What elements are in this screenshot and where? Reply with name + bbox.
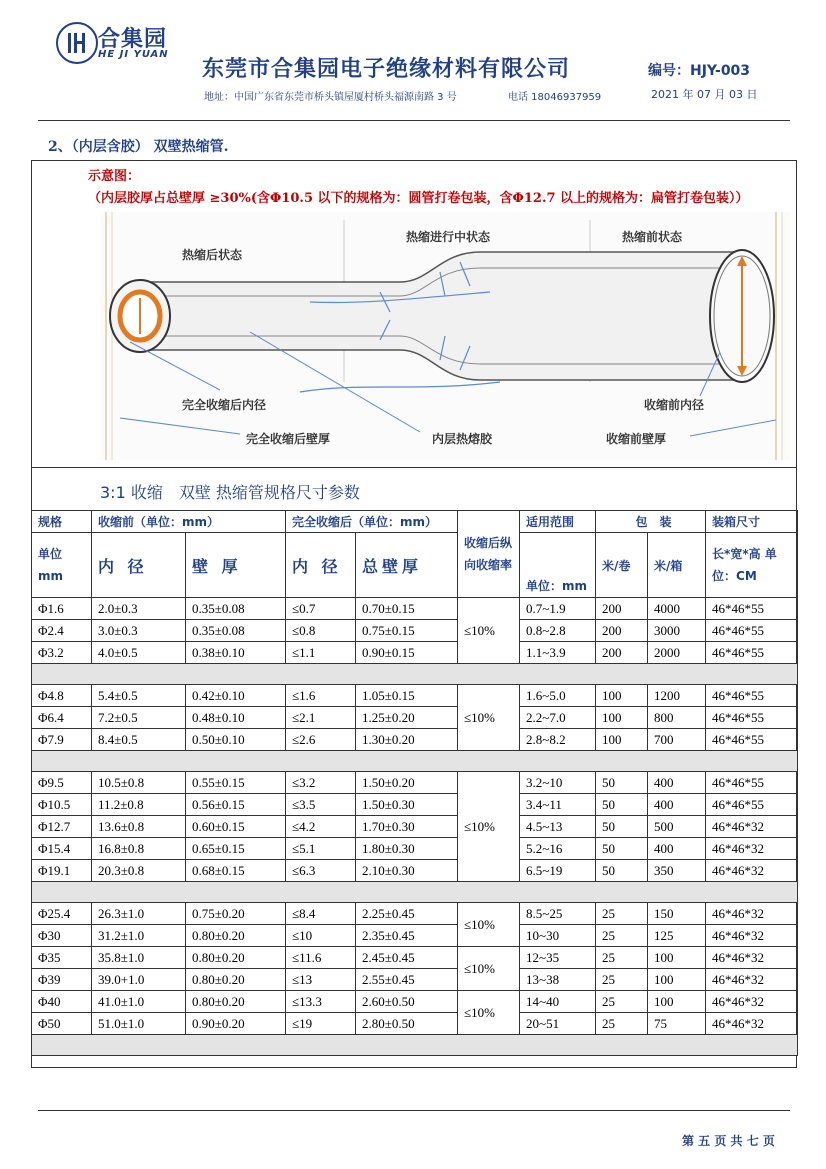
label-hotmelt: 内层热熔胶 — [432, 432, 493, 446]
header-packing: 包 装 — [596, 511, 706, 533]
cell-per-roll: 200 — [596, 642, 648, 664]
cell-per-roll: 50 — [596, 816, 648, 838]
cell-per-box: 100 — [648, 969, 706, 991]
table-header-row — [32, 511, 798, 533]
cell-spec: Φ9.5 — [32, 772, 92, 794]
header-shrink-rate: 收缩后纵向收缩率 — [458, 511, 520, 598]
cell-wall-before: 0.65±0.15 — [186, 838, 286, 860]
cell-total-wall: 0.70±0.15 — [356, 598, 458, 620]
cell-per-box: 700 — [648, 729, 706, 751]
cell-wall-before: 0.35±0.08 — [186, 620, 286, 642]
cell-spec: Φ15.4 — [32, 838, 92, 860]
cell-wall-before: 0.38±0.10 — [186, 642, 286, 664]
company-phone: 电话 18046937959 — [508, 92, 602, 103]
label-wall-after: 完全收缩后壁厚 — [246, 432, 331, 446]
cell-total-wall: 0.90±0.15 — [356, 642, 458, 664]
cell-inner-before: 2.0±0.3 — [92, 598, 186, 620]
cell-spec: Φ30 — [32, 925, 92, 947]
cell-spec: Φ25.4 — [32, 903, 92, 925]
cell-inner-after: ≤8.4 — [286, 903, 356, 925]
group-spacer-row — [32, 882, 798, 903]
cell-range: 0.7~1.9 — [520, 598, 596, 620]
cell-per-roll: 200 — [596, 620, 648, 642]
cell-per-roll: 25 — [596, 969, 648, 991]
cell-inner-before: 51.0±1.0 — [92, 1013, 186, 1035]
cell-total-wall: 2.60±0.50 — [356, 991, 458, 1013]
cell-inner-before: 41.0±1.0 — [92, 991, 186, 1013]
cell-box-size: 46*46*55 — [706, 620, 798, 642]
cell-inner-after: ≤0.8 — [286, 620, 356, 642]
table-row — [32, 685, 798, 707]
cell-box-size: 46*46*32 — [706, 816, 798, 838]
cell-per-box: 500 — [648, 816, 706, 838]
cell-wall-before: 0.35±0.08 — [186, 598, 286, 620]
header-divider — [38, 120, 790, 121]
cell-range: 2.8~8.2 — [520, 729, 596, 751]
cell-total-wall: 1.50±0.20 — [356, 772, 458, 794]
logo-chinese-name: 合集园 — [98, 27, 168, 52]
cell-per-box: 3000 — [648, 620, 706, 642]
cell-per-roll: 100 — [596, 729, 648, 751]
cell-inner-after: ≤4.2 — [286, 816, 356, 838]
cell-spec: Φ39 — [32, 969, 92, 991]
cell-spec: Φ4.8 — [32, 685, 92, 707]
cell-per-roll: 25 — [596, 991, 648, 1013]
logo-mark-icon — [58, 24, 96, 62]
cell-spec: Φ2.4 — [32, 620, 92, 642]
header-box-unit: 长*宽*高 单位：CM — [706, 533, 798, 598]
cell-inner-before: 4.0±0.5 — [92, 642, 186, 664]
cell-total-wall: 2.80±0.50 — [356, 1013, 458, 1035]
cell-total-wall: 2.35±0.45 — [356, 925, 458, 947]
cell-per-box: 800 — [648, 707, 706, 729]
table-row — [32, 991, 798, 1013]
table-row — [32, 838, 798, 860]
cell-per-roll: 200 — [596, 598, 648, 620]
table-row — [32, 860, 798, 882]
cell-box-size: 46*46*32 — [706, 925, 798, 947]
header-before: 收缩前（单位：mm） — [92, 511, 286, 533]
cell-wall-before: 0.80±0.20 — [186, 991, 286, 1013]
cell-inner-after: ≤1.1 — [286, 642, 356, 664]
cell-wall-before: 0.80±0.20 — [186, 969, 286, 991]
spec-table — [31, 510, 798, 1056]
cell-wall-before: 0.42±0.10 — [186, 685, 286, 707]
diagram-description — [88, 166, 788, 210]
spacer-cell — [32, 751, 798, 772]
cell-spec: Φ6.4 — [32, 707, 92, 729]
cell-wall-before: 0.75±0.20 — [186, 903, 286, 925]
cell-box-size: 46*46*55 — [706, 598, 798, 620]
cell-per-box: 400 — [648, 794, 706, 816]
cell-spec: Φ50 — [32, 1013, 92, 1035]
cell-inner-after: ≤13 — [286, 969, 356, 991]
cell-inner-after: ≤10 — [286, 925, 356, 947]
cell-per-roll: 25 — [596, 1013, 648, 1035]
cell-inner-after: ≤2.6 — [286, 729, 356, 751]
cell-total-wall: 2.25±0.45 — [356, 903, 458, 925]
cell-total-wall: 1.70±0.30 — [356, 816, 458, 838]
label-inner-after: 完全收缩后内径 — [182, 398, 267, 412]
label-wall-before: 收缩前壁厚 — [606, 432, 667, 446]
heat-shrink-diagram — [100, 212, 790, 460]
cell-range: 3.4~11 — [520, 794, 596, 816]
cell-box-size: 46*46*55 — [706, 772, 798, 794]
cell-inner-before: 13.6±0.8 — [92, 816, 186, 838]
cell-box-size: 46*46*32 — [706, 969, 798, 991]
cell-inner-before: 5.4±0.5 — [92, 685, 186, 707]
cell-box-size: 46*46*32 — [706, 1013, 798, 1035]
cell-range: 5.2~16 — [520, 838, 596, 860]
cell-inner-before: 10.5±0.8 — [92, 772, 186, 794]
cell-inner-after: ≤1.6 — [286, 685, 356, 707]
cell-total-wall: 0.75±0.15 — [356, 620, 458, 642]
cell-inner-after: ≤0.7 — [286, 598, 356, 620]
cell-shrink-rate: ≤10% — [458, 903, 520, 947]
cell-range: 0.8~2.8 — [520, 620, 596, 642]
group-spacer-row — [32, 1035, 798, 1056]
header-inner-before: 内 径 — [92, 533, 186, 598]
table-row — [32, 642, 798, 664]
cell-box-size: 46*46*55 — [706, 729, 798, 751]
cell-inner-after: ≤5.1 — [286, 838, 356, 860]
company-logo — [56, 22, 98, 64]
cell-inner-after: ≤19 — [286, 1013, 356, 1035]
spacer-cell — [32, 882, 798, 903]
cell-spec: Φ3.2 — [32, 642, 92, 664]
cell-inner-before: 31.2±1.0 — [92, 925, 186, 947]
cell-inner-after: ≤13.3 — [286, 991, 356, 1013]
description-text: （内层胶厚占总壁厚 ≥30%(含Φ10.5 以下的规格为：圆管打卷包装，含Φ12.7 以上的规格为：扁管打卷包装）） — [88, 191, 749, 206]
cell-total-wall: 2.45±0.45 — [356, 947, 458, 969]
cell-range: 8.5~25 — [520, 903, 596, 925]
cell-box-size: 46*46*32 — [706, 947, 798, 969]
cell-range: 4.5~13 — [520, 816, 596, 838]
header-spec-unit: 单位 mm — [32, 533, 92, 598]
table-row — [32, 794, 798, 816]
cell-range: 1.6~5.0 — [520, 685, 596, 707]
table-row — [32, 903, 798, 925]
header-range-unit: 单位：mm — [520, 533, 596, 598]
section-title: 2、（内层含胶） 双壁热缩管. — [48, 139, 229, 155]
cell-shrink-rate: ≤10% — [458, 772, 520, 882]
cell-box-size: 46*46*32 — [706, 860, 798, 882]
cell-per-box: 1200 — [648, 685, 706, 707]
table-subheader-row — [32, 533, 798, 598]
cell-spec: Φ35 — [32, 947, 92, 969]
cell-wall-before: 0.68±0.15 — [186, 860, 286, 882]
cell-per-roll: 25 — [596, 903, 648, 925]
company-address: 地址：中国广东省东莞市桥头镇屋厦村桥头福源南路 3 号 — [204, 92, 457, 103]
diagram-divider — [31, 467, 797, 468]
cell-total-wall: 1.25±0.20 — [356, 707, 458, 729]
cell-shrink-rate: ≤10% — [458, 991, 520, 1035]
cell-spec: Φ19.1 — [32, 860, 92, 882]
group-spacer-row — [32, 664, 798, 685]
spacer-cell — [32, 664, 798, 685]
table-row — [32, 816, 798, 838]
cell-per-roll: 100 — [596, 707, 648, 729]
table-row — [32, 707, 798, 729]
header-wall-before: 壁 厚 — [186, 533, 286, 598]
cell-shrink-rate: ≤10% — [458, 685, 520, 751]
cell-box-size: 46*46*55 — [706, 707, 798, 729]
cell-spec: Φ12.7 — [32, 816, 92, 838]
table-row — [32, 598, 798, 620]
logo-english-name: HE JI YUAN — [98, 49, 169, 60]
cell-inner-before: 8.4±0.5 — [92, 729, 186, 751]
cell-inner-before: 11.2±0.8 — [92, 794, 186, 816]
cell-inner-after: ≤11.6 — [286, 947, 356, 969]
cell-per-roll: 25 — [596, 925, 648, 947]
cell-box-size: 46*46*55 — [706, 685, 798, 707]
cell-inner-after: ≤3.5 — [286, 794, 356, 816]
table-row — [32, 947, 798, 969]
document-number: 编号：HJY-003 — [648, 63, 751, 79]
table-row — [32, 620, 798, 642]
cell-per-roll: 50 — [596, 794, 648, 816]
cell-range: 10~30 — [520, 925, 596, 947]
cell-shrink-rate: ≤10% — [458, 598, 520, 664]
cell-range: 20~51 — [520, 1013, 596, 1035]
cell-wall-before: 0.80±0.20 — [186, 947, 286, 969]
cell-range: 12~35 — [520, 947, 596, 969]
cell-spec: Φ40 — [32, 991, 92, 1013]
cell-box-size: 46*46*55 — [706, 794, 798, 816]
cell-inner-after: ≤6.3 — [286, 860, 356, 882]
label-before-state: 热缩前状态 — [622, 230, 683, 244]
cell-per-roll: 100 — [596, 685, 648, 707]
cell-box-size: 46*46*55 — [706, 642, 798, 664]
cell-total-wall: 1.50±0.30 — [356, 794, 458, 816]
label-inner-before: 收缩前内径 — [644, 398, 705, 412]
header-range: 适用范围 — [520, 511, 596, 533]
footer-divider — [38, 1110, 790, 1111]
cell-total-wall: 2.55±0.45 — [356, 969, 458, 991]
cell-per-box: 75 — [648, 1013, 706, 1035]
cell-inner-before: 39.0+1.0 — [92, 969, 186, 991]
cell-inner-after: ≤3.2 — [286, 772, 356, 794]
cell-range: 6.5~19 — [520, 860, 596, 882]
cell-per-box: 2000 — [648, 642, 706, 664]
document-date: 2021 年 07 月 03 日 — [651, 88, 758, 101]
cell-spec: Φ1.6 — [32, 598, 92, 620]
cell-box-size: 46*46*32 — [706, 838, 798, 860]
cell-box-size: 46*46*32 — [706, 991, 798, 1013]
label-after-state: 热缩后状态 — [182, 248, 243, 262]
page-indicator: 第 五 页 共 七 页 — [682, 1134, 775, 1148]
table-row — [32, 925, 798, 947]
spacer-cell — [32, 1035, 798, 1056]
cell-total-wall: 1.80±0.30 — [356, 838, 458, 860]
cell-per-box: 100 — [648, 947, 706, 969]
cell-per-box: 350 — [648, 860, 706, 882]
cell-inner-before: 26.3±1.0 — [92, 903, 186, 925]
cell-wall-before: 0.48±0.10 — [186, 707, 286, 729]
table-row — [32, 772, 798, 794]
cell-wall-before: 0.55±0.15 — [186, 772, 286, 794]
cell-shrink-rate: ≤10% — [458, 947, 520, 991]
cell-inner-before: 7.2±0.5 — [92, 707, 186, 729]
cell-range: 13~38 — [520, 969, 596, 991]
description-label: 示意图： — [88, 169, 141, 184]
cell-spec: Φ10.5 — [32, 794, 92, 816]
table-row — [32, 729, 798, 751]
cell-total-wall: 2.10±0.30 — [356, 860, 458, 882]
cell-total-wall: 1.30±0.20 — [356, 729, 458, 751]
cell-wall-before: 0.60±0.15 — [186, 816, 286, 838]
cell-range: 14~40 — [520, 991, 596, 1013]
cell-range: 1.1~3.9 — [520, 642, 596, 664]
cell-per-box: 125 — [648, 925, 706, 947]
cell-inner-before: 20.3±0.8 — [92, 860, 186, 882]
header-after: 完全收缩后（单位：mm） — [286, 511, 458, 533]
cell-wall-before: 0.56±0.15 — [186, 794, 286, 816]
header-per-roll: 米/卷 — [596, 533, 648, 598]
cell-wall-before: 0.50±0.10 — [186, 729, 286, 751]
cell-wall-before: 0.80±0.20 — [186, 925, 286, 947]
table-row — [32, 969, 798, 991]
header-spec: 规格 — [32, 511, 92, 533]
label-during-state: 热缩进行中状态 — [406, 230, 491, 244]
cell-per-box: 4000 — [648, 598, 706, 620]
cell-inner-before: 16.8±0.8 — [92, 838, 186, 860]
cell-inner-before: 3.0±0.3 — [92, 620, 186, 642]
cell-per-box: 400 — [648, 772, 706, 794]
cell-total-wall: 1.05±0.15 — [356, 685, 458, 707]
cell-range: 2.2~7.0 — [520, 707, 596, 729]
cell-per-roll: 25 — [596, 947, 648, 969]
cell-inner-before: 35.8±1.0 — [92, 947, 186, 969]
table-title: 3:1 收缩 双壁 热缩管规格尺寸参数 — [100, 483, 360, 502]
cell-per-roll: 50 — [596, 860, 648, 882]
cell-wall-before: 0.90±0.20 — [186, 1013, 286, 1035]
header-inner-after: 内 径 — [286, 533, 356, 598]
cell-per-roll: 50 — [596, 772, 648, 794]
header-total-wall: 总壁厚 — [356, 533, 458, 598]
group-spacer-row — [32, 751, 798, 772]
cell-per-box: 400 — [648, 838, 706, 860]
cell-per-box: 150 — [648, 903, 706, 925]
header-box: 装箱尺寸 — [706, 511, 798, 533]
company-name: 东莞市合集园电子绝缘材料有限公司 — [202, 57, 571, 82]
header-per-box: 米/箱 — [648, 533, 706, 598]
cell-range: 3.2~10 — [520, 772, 596, 794]
table-row — [32, 1013, 798, 1035]
cell-per-box: 100 — [648, 991, 706, 1013]
cell-box-size: 46*46*32 — [706, 903, 798, 925]
cell-per-roll: 50 — [596, 838, 648, 860]
cell-inner-after: ≤2.1 — [286, 707, 356, 729]
cell-spec: Φ7.9 — [32, 729, 92, 751]
